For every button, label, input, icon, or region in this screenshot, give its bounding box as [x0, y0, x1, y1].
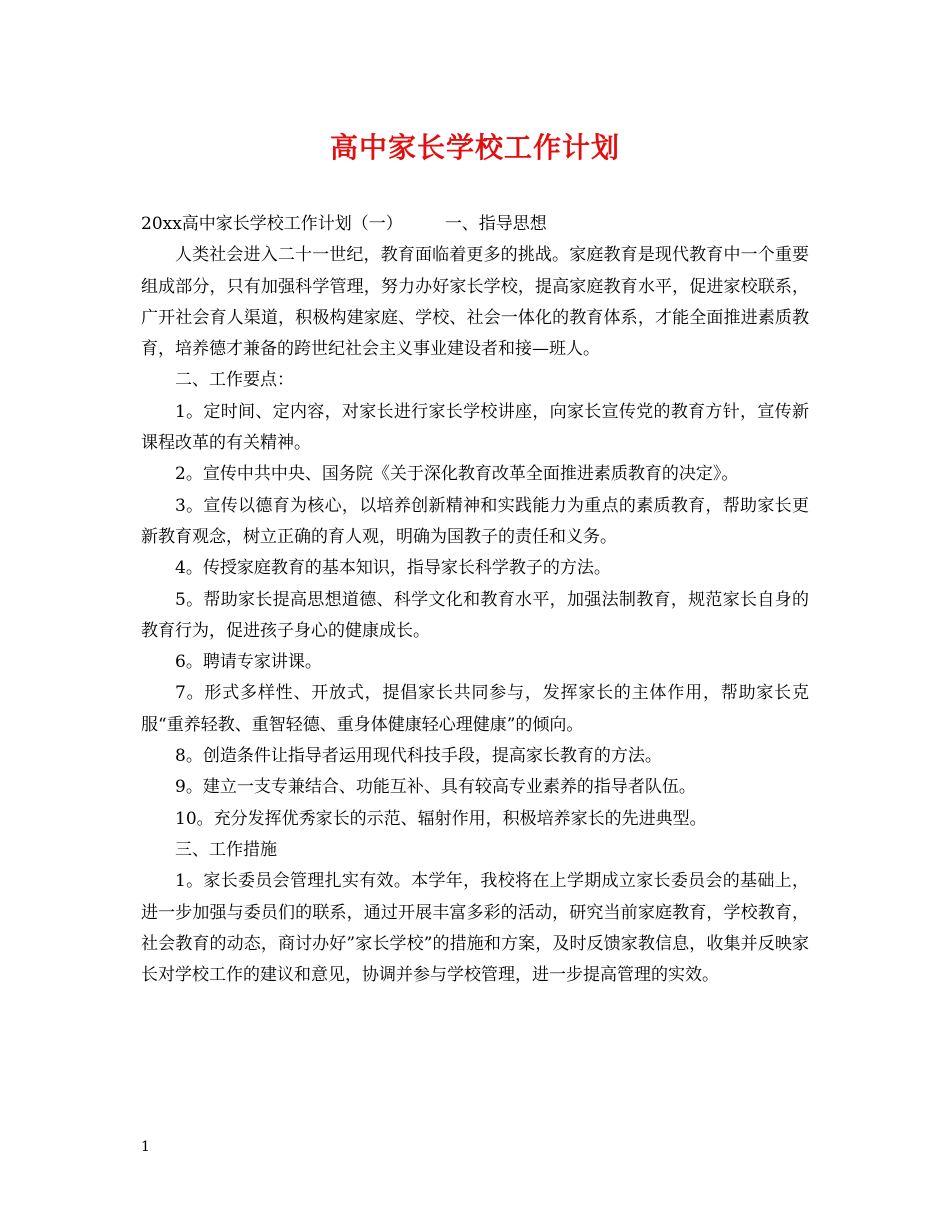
- list-item: 10。充分发挥优秀家长的示范、辐射作用，积极培养家长的先进典型。: [175, 808, 707, 829]
- list-item: 3。宣传以德育为核心，以培养创新精神和实践能力为重点的素质教育，帮助家长更新教育观念，树立正确的育人观，明确为国教子的责任和义务。: [141, 495, 809, 547]
- section-heading-work-measures: 三、工作措施: [175, 839, 277, 860]
- list-item: 9。建立一支专兼结合、功能互补、具有较高专业素养的指导者队伍。: [175, 777, 696, 798]
- section-heading-guiding-ideology: 一、指导思想: [444, 214, 547, 234]
- list-item: 5。帮助家长提高思想道德、科学文化和教育水平，加强法制教育，规范家长自身的教育行为，促进孩子身心的健康成长。: [141, 589, 809, 641]
- list-item: 2。宣传中共中央、国务院《关于深化教育改革全面推进素质教育的决定》。: [175, 464, 739, 485]
- document-subtitle: 20xx高中家长学校工作计划（一）: [141, 214, 403, 234]
- page-number: 1: [141, 1139, 150, 1155]
- list-item: 1。定时间、定内容，对家长进行家长学校讲座，向家长宣传党的教育方针，宣传新课程改革的有关精神。: [141, 401, 809, 454]
- list-item: 4。传授家庭教育的基本知识，指导家长科学教子的方法。: [175, 558, 611, 579]
- document-title: 高中家长学校工作计划: [329, 131, 620, 164]
- list-item: 6。聘请专家讲课。: [175, 652, 322, 673]
- section-heading-work-points: 二、工作要点：: [175, 370, 294, 391]
- list-item: 7。形式多样性、开放式，提倡家长共同参与，发挥家长的主体作用，帮助家长克服“重养轻教、重智轻德、重身体健康轻心理健康”的倾向。: [141, 683, 809, 735]
- paragraph: 人类社会进入二十一世纪，教育面临着更多的挑战。家庭教育是现代教育中一个重要组成部分，只有加强科学管理，努力办好家长学校，提高家庭教育水平，促进家校联系，广开社会育人渠道，积极构建家庭、学校、社会一体化的教育体系，才能全面推进素质教育，培养德才兼备的跨世纪社会主义事业建设者和接—班人。: [141, 245, 809, 360]
- list-item: 8。创造条件让指导者运用现代科技手段，提高家长教育的方法。: [175, 746, 662, 767]
- document-body: [141, 209, 809, 991]
- subtitle-line: [141, 209, 809, 240]
- list-item: 1。家长委员会管理扎实有效。本学年，我校将在上学期成立家长委员会的基础上，进一步加强与委员们的联系，通过开展丰富多彩的活动，研究当前家庭教育，学校教育，社会教育的动态，商讨办好”家长学校”的措施和方案，及时反馈家教信息，收集并反映家长对学校工作的建议和意见，协调并参与学校管理，进一步提高管理的实效。: [141, 871, 809, 986]
